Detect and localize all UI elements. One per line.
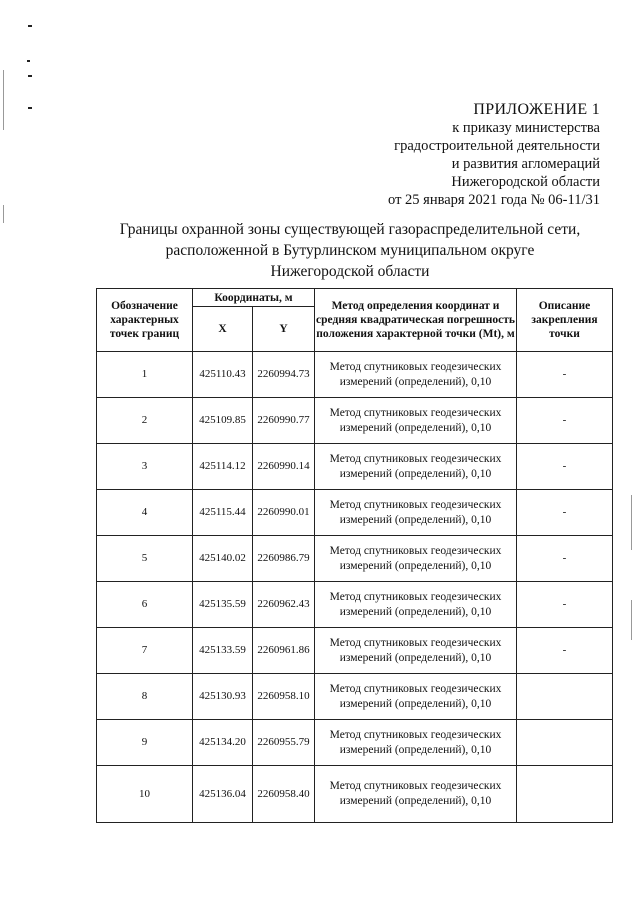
cell-x: 425114.12	[193, 444, 253, 490]
cell-y: 2260958.40	[253, 766, 315, 823]
table-row	[97, 490, 613, 536]
cell-x: 425109.85	[193, 398, 253, 444]
scan-edge-line	[3, 70, 4, 130]
cell-point: 10	[97, 766, 193, 823]
scan-edge-line	[631, 600, 632, 640]
boundary-points-table	[96, 288, 613, 823]
cell-method: Метод спутниковых геодезических измерений (определений), 0,10	[315, 398, 517, 444]
scan-mark	[27, 60, 30, 62]
cell-y: 2260986.79	[253, 536, 315, 582]
cell-method: Метод спутниковых геодезических измерений (определений), 0,10	[315, 352, 517, 398]
cell-x: 425133.59	[193, 628, 253, 674]
appendix-line: градостроительной деятельности	[394, 138, 600, 154]
scan-mark	[28, 25, 32, 27]
cell-point: 8	[97, 674, 193, 720]
cell-point: 7	[97, 628, 193, 674]
cell-description: -	[517, 536, 613, 582]
cell-description: -	[517, 628, 613, 674]
cell-description: -	[517, 490, 613, 536]
header-description: Описание закрепления точки	[517, 289, 613, 352]
title-line: Границы охранной зоны существующей газораспределительной сети,	[119, 221, 581, 238]
cell-x: 425140.02	[193, 536, 253, 582]
cell-y: 2260961.86	[253, 628, 315, 674]
cell-description	[517, 674, 613, 720]
cell-description: -	[517, 398, 613, 444]
cell-method: Метод спутниковых геодезических измерений (определений), 0,10	[315, 674, 517, 720]
cell-description: -	[517, 444, 613, 490]
cell-point: 3	[97, 444, 193, 490]
header-coords: Координаты, м	[193, 289, 315, 307]
title-line: расположенной в Бутурлинском муниципальном округе	[165, 242, 535, 259]
cell-x: 425130.93	[193, 674, 253, 720]
table-row	[97, 582, 613, 628]
cell-description	[517, 720, 613, 766]
header-x: X	[193, 307, 253, 352]
cell-y: 2260962.43	[253, 582, 315, 628]
table-row	[97, 720, 613, 766]
cell-description: -	[517, 582, 613, 628]
cell-point: 9	[97, 720, 193, 766]
appendix-line: и развития агломераций	[451, 156, 600, 172]
cell-point: 4	[97, 490, 193, 536]
cell-method: Метод спутниковых геодезических измерений (определений), 0,10	[315, 536, 517, 582]
document-title	[100, 219, 600, 282]
cell-description: -	[517, 352, 613, 398]
scan-mark	[28, 75, 32, 77]
cell-method: Метод спутниковых геодезических измерений (определений), 0,10	[315, 766, 517, 823]
table-row	[97, 628, 613, 674]
cell-y: 2260958.10	[253, 674, 315, 720]
cell-x: 425115.44	[193, 490, 253, 536]
table-row	[97, 674, 613, 720]
appendix-line: Нижегородской области	[451, 174, 600, 190]
appendix-line: от 25 января 2021 года № 06-11/31	[388, 192, 600, 208]
table-row	[97, 444, 613, 490]
cell-x: 425136.04	[193, 766, 253, 823]
scan-edge-line	[631, 495, 632, 550]
table-row	[97, 536, 613, 582]
cell-method: Метод спутниковых геодезических измерений (определений), 0,10	[315, 490, 517, 536]
cell-method: Метод спутниковых геодезических измерений (определений), 0,10	[315, 720, 517, 766]
appendix-heading: ПРИЛОЖЕНИЕ 1	[473, 101, 600, 118]
header-method: Метод определения координат и средняя квадратическая погрешность положения характерной точки (Mt), м	[315, 289, 517, 352]
cell-y: 2260990.14	[253, 444, 315, 490]
table-row	[97, 766, 613, 823]
appendix-line: к приказу министерства	[452, 120, 600, 136]
cell-description	[517, 766, 613, 823]
appendix-block	[388, 101, 600, 209]
scan-edge-line	[3, 205, 4, 223]
header-y: Y	[253, 307, 315, 352]
table-row	[97, 352, 613, 398]
cell-y: 2260990.77	[253, 398, 315, 444]
cell-method: Метод спутниковых геодезических измерений (определений), 0,10	[315, 628, 517, 674]
cell-x: 425134.20	[193, 720, 253, 766]
title-line: Нижегородской области	[270, 263, 430, 280]
cell-y: 2260955.79	[253, 720, 315, 766]
cell-point: 5	[97, 536, 193, 582]
cell-point: 1	[97, 352, 193, 398]
cell-y: 2260994.73	[253, 352, 315, 398]
cell-method: Метод спутниковых геодезических измерений (определений), 0,10	[315, 444, 517, 490]
cell-point: 6	[97, 582, 193, 628]
header-point: Обозначение характерных точек границ	[97, 289, 193, 352]
scan-mark	[28, 107, 32, 109]
cell-x: 425135.59	[193, 582, 253, 628]
cell-y: 2260990.01	[253, 490, 315, 536]
table-row	[97, 398, 613, 444]
cell-method: Метод спутниковых геодезических измерений (определений), 0,10	[315, 582, 517, 628]
cell-x: 425110.43	[193, 352, 253, 398]
cell-point: 2	[97, 398, 193, 444]
